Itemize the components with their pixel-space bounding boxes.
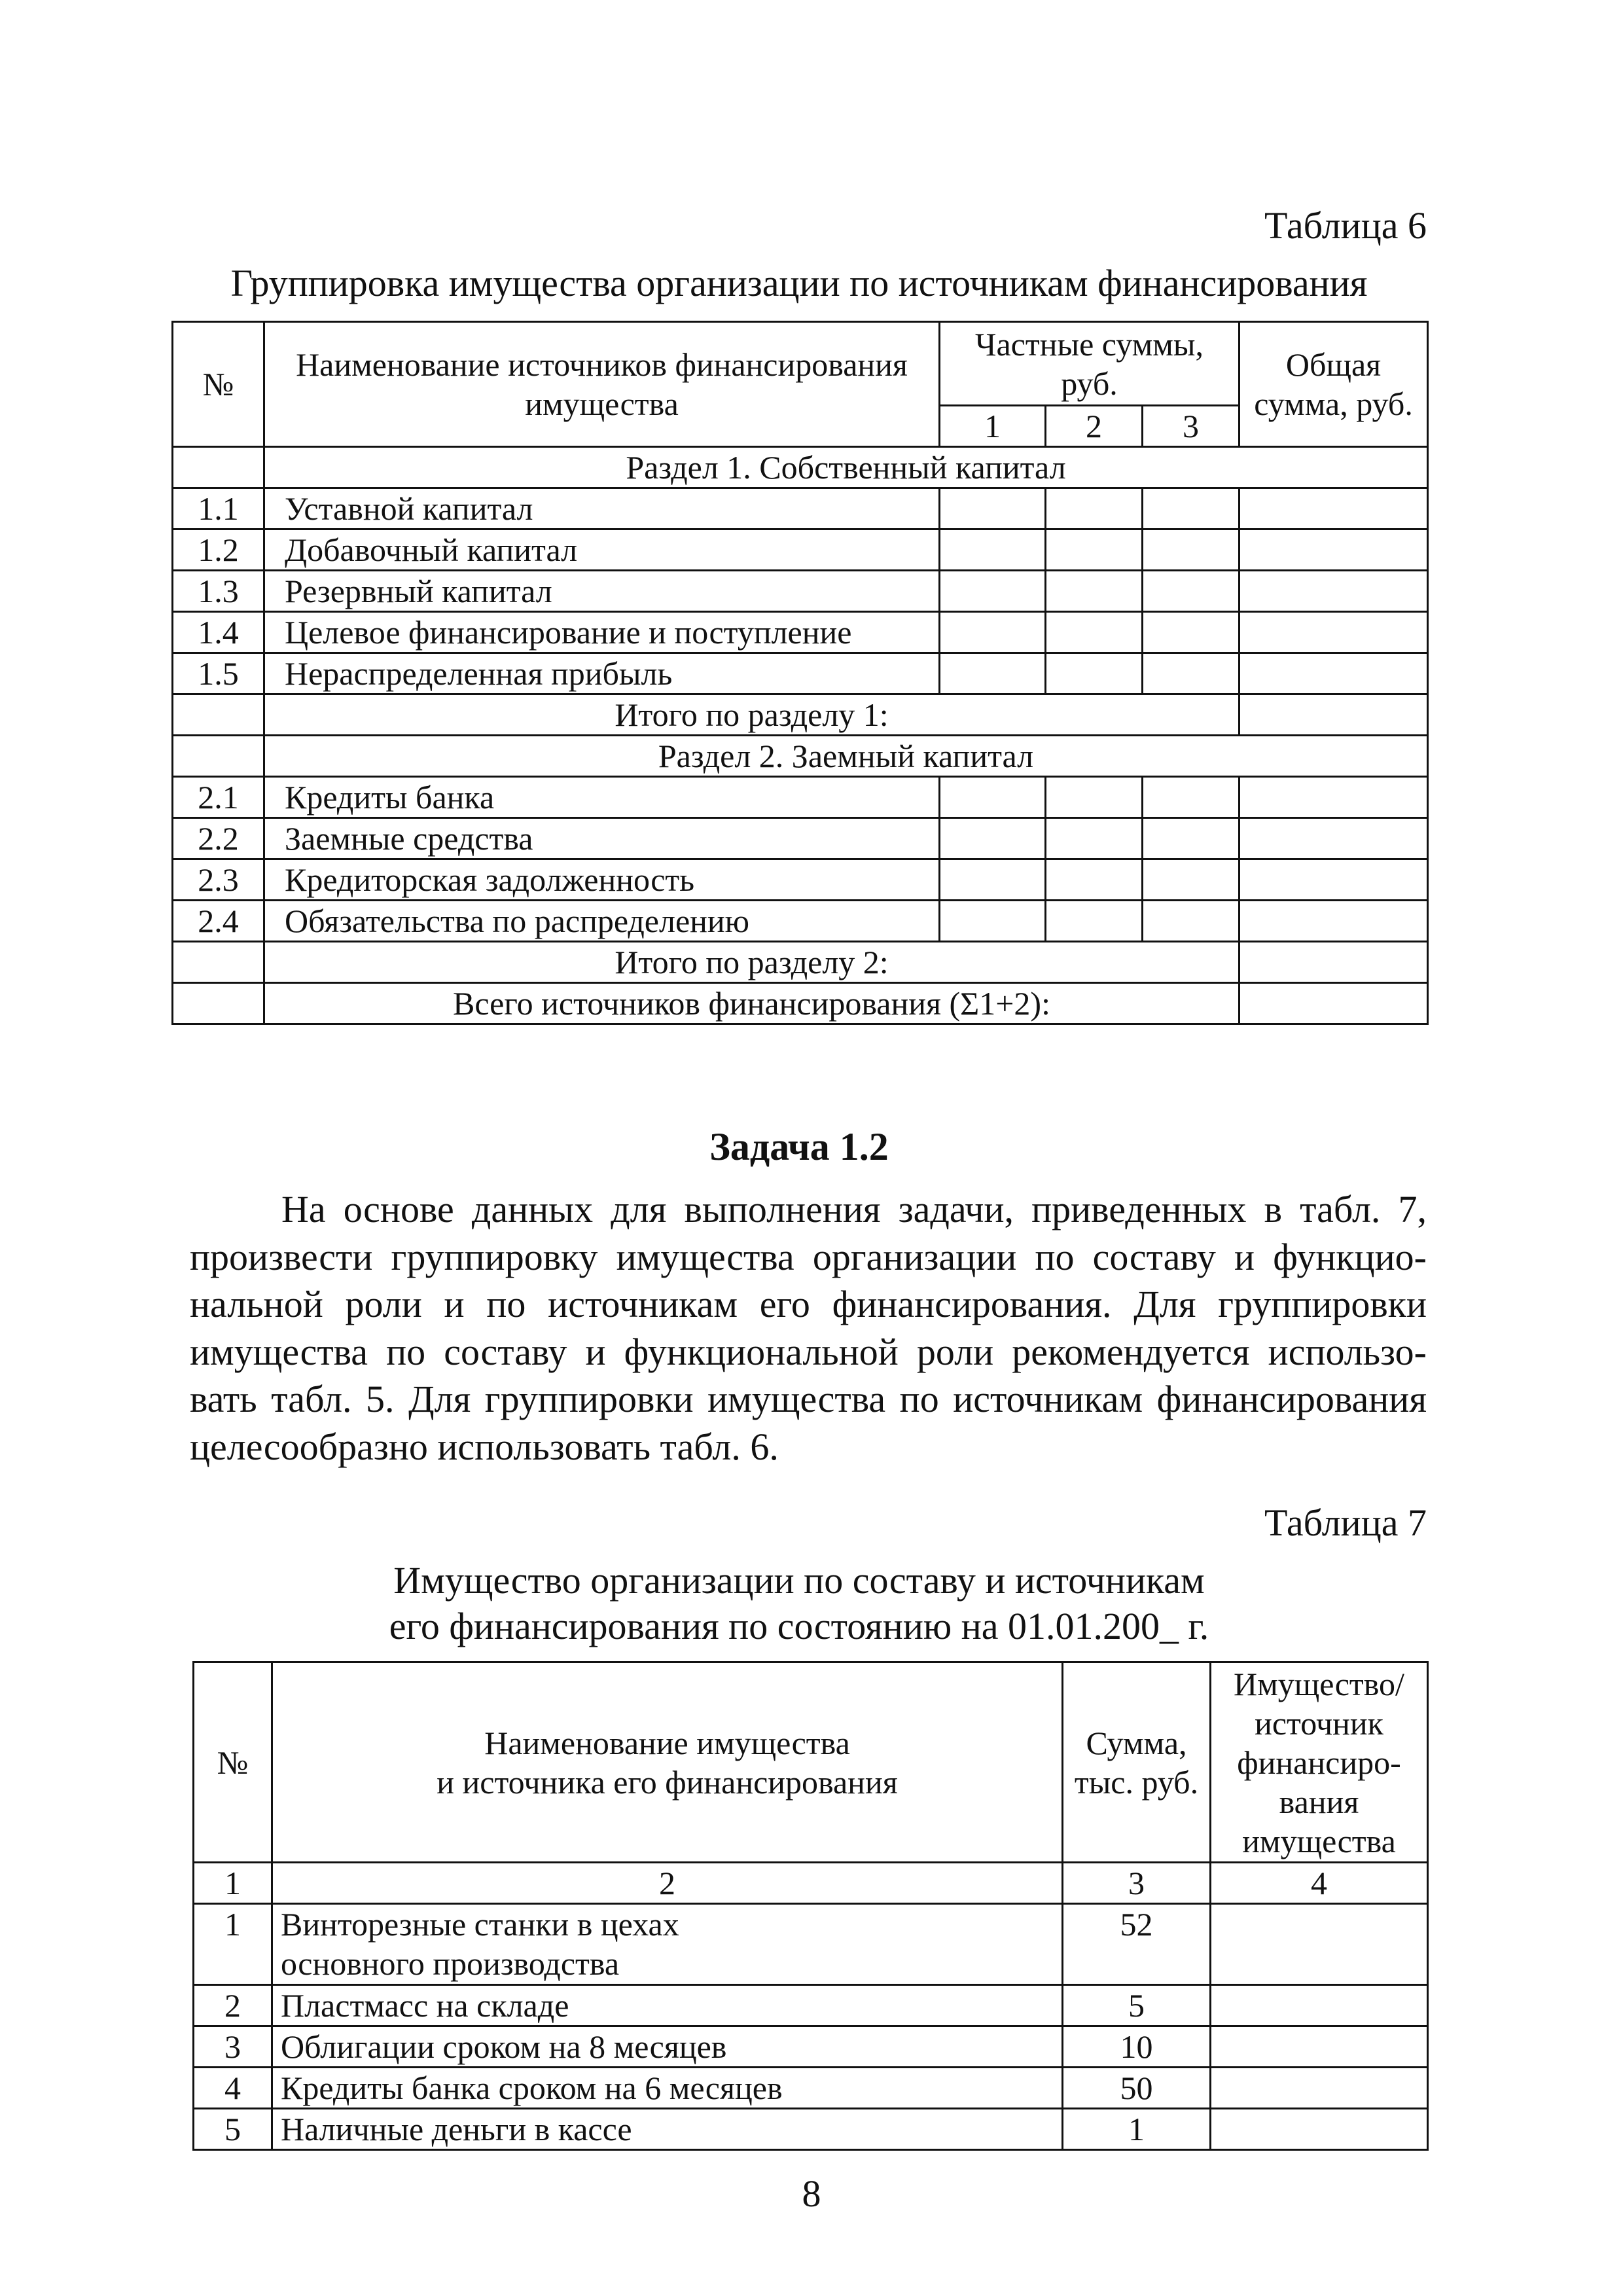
row-name: Наличные деньги в кассе bbox=[272, 2109, 1063, 2150]
row-sum: 52 bbox=[1063, 1904, 1211, 1985]
table-row bbox=[173, 529, 1428, 571]
table-row bbox=[194, 2109, 1428, 2150]
t7-colnum-4: 4 bbox=[1211, 1863, 1428, 1904]
table6 bbox=[171, 321, 1429, 1025]
page-number: 8 bbox=[802, 2172, 821, 2215]
table-row bbox=[194, 2068, 1428, 2109]
t7-header-name-line1: Наименование имущества bbox=[484, 1724, 850, 1761]
row-number: 5 bbox=[194, 2109, 272, 2150]
t6-header-sub-1: 1 bbox=[940, 406, 1046, 447]
row-name: Резервный капитал bbox=[264, 571, 940, 612]
table7-title-line1: Имущество организации по составу и источникам bbox=[393, 1559, 1205, 1602]
t6-section2: Раздел 2. Заемный капитал bbox=[264, 736, 1428, 777]
row-number: 2 bbox=[194, 1985, 272, 2026]
row-sum: 10 bbox=[1063, 2026, 1211, 2068]
t6-section1: Раздел 1. Собственный капитал bbox=[264, 447, 1428, 488]
table-row bbox=[173, 901, 1428, 942]
table-row bbox=[194, 2026, 1428, 2068]
row-name: Целевое финансирование и поступление bbox=[264, 612, 940, 653]
row-number: 1.2 bbox=[173, 529, 264, 571]
t7-header-no: № bbox=[194, 1662, 272, 1863]
row-name bbox=[272, 1904, 1063, 1985]
t7-header-source: Имущество/ источник финансиро-вания имущества bbox=[1211, 1662, 1428, 1863]
t6-header-no: № bbox=[173, 322, 264, 447]
row-name: Кредиты банка сроком на 6 месяцев bbox=[272, 2068, 1063, 2109]
t7-colnum-1: 1 bbox=[194, 1863, 272, 1904]
row-name-line1: Винторезные станки в цехах bbox=[281, 1906, 679, 1943]
row-name: Добавочный капитал bbox=[264, 529, 940, 571]
task-text: На основе данных для выполнения задачи, приведенных в табл. 7, произвести группировку имущества организации по составу и функцио-нальной роли и по источникам его финансирования. Для группировки имущества по составу и функциональной роли рекомендуется использо-вать табл. 5. Для группировки имущества по источникам финансирования целесообразно использовать табл. 6. bbox=[190, 1188, 1427, 1468]
table6-caption: Таблица 6 bbox=[1264, 204, 1427, 247]
t7-header-name bbox=[272, 1662, 1063, 1863]
t6-header-sub-2: 2 bbox=[1046, 406, 1143, 447]
row-name: Заемные средства bbox=[264, 818, 940, 859]
t7-colnum-3: 3 bbox=[1063, 1863, 1211, 1904]
table-row bbox=[194, 1904, 1428, 1985]
t7-colnum-2: 2 bbox=[272, 1863, 1063, 1904]
table7-title-line2: его финансирования по состоянию на 01.01.200_ г. bbox=[389, 1605, 1209, 1647]
table-row bbox=[173, 653, 1428, 694]
t6-header-name: Наименование источников финансирования имущества bbox=[264, 322, 940, 447]
t7-header-name-line2: и источника его финансирования bbox=[437, 1763, 898, 1801]
row-name: Уставной капитал bbox=[264, 488, 940, 529]
table-row bbox=[173, 612, 1428, 653]
t7-header-sum: Сумма, тыс. руб. bbox=[1063, 1662, 1211, 1863]
row-name: Кредиторская задолженность bbox=[264, 859, 940, 901]
table-row bbox=[173, 859, 1428, 901]
table-row bbox=[194, 1985, 1428, 2026]
row-name: Пластмасс на складе bbox=[272, 1985, 1063, 2026]
table7 bbox=[192, 1661, 1429, 2151]
row-number: 1 bbox=[194, 1904, 272, 1985]
table6-title: Группировка имущества организации по источникам финансирования bbox=[230, 262, 1368, 304]
table-row bbox=[173, 818, 1428, 859]
table7-caption: Таблица 7 bbox=[1264, 1501, 1427, 1544]
row-number: 2.2 bbox=[173, 818, 264, 859]
table-row bbox=[173, 571, 1428, 612]
row-number: 1.3 bbox=[173, 571, 264, 612]
row-sum: 50 bbox=[1063, 2068, 1211, 2109]
t6-header-total: Общая сумма, руб. bbox=[1240, 322, 1428, 447]
t6-header-partial: Частные суммы, руб. bbox=[940, 322, 1240, 406]
row-number: 1.1 bbox=[173, 488, 264, 529]
row-name: Кредиты банка bbox=[264, 777, 940, 818]
row-name: Обязательства по распределению bbox=[264, 901, 940, 942]
row-number: 1.4 bbox=[173, 612, 264, 653]
t6-grand-total: Всего источников финансирования (Σ1+2): bbox=[264, 983, 1240, 1024]
t6-subtotal2: Итого по разделу 2: bbox=[264, 942, 1240, 983]
row-name-line2: основного производства bbox=[281, 1945, 620, 1982]
table-row bbox=[173, 488, 1428, 529]
row-number: 2.4 bbox=[173, 901, 264, 942]
row-sum: 1 bbox=[1063, 2109, 1211, 2150]
row-sum: 5 bbox=[1063, 1985, 1211, 2026]
row-number: 3 bbox=[194, 2026, 272, 2068]
row-number: 1.5 bbox=[173, 653, 264, 694]
row-number: 4 bbox=[194, 2068, 272, 2109]
row-name: Нераспределенная прибыль bbox=[264, 653, 940, 694]
table-row bbox=[173, 777, 1428, 818]
row-name: Облигации сроком на 8 месяцев bbox=[272, 2026, 1063, 2068]
task-title: Задача 1.2 bbox=[709, 1125, 889, 1168]
row-number: 2.1 bbox=[173, 777, 264, 818]
t6-header-sub-3: 3 bbox=[1143, 406, 1240, 447]
t6-subtotal1: Итого по разделу 1: bbox=[264, 694, 1240, 736]
row-number: 2.3 bbox=[173, 859, 264, 901]
